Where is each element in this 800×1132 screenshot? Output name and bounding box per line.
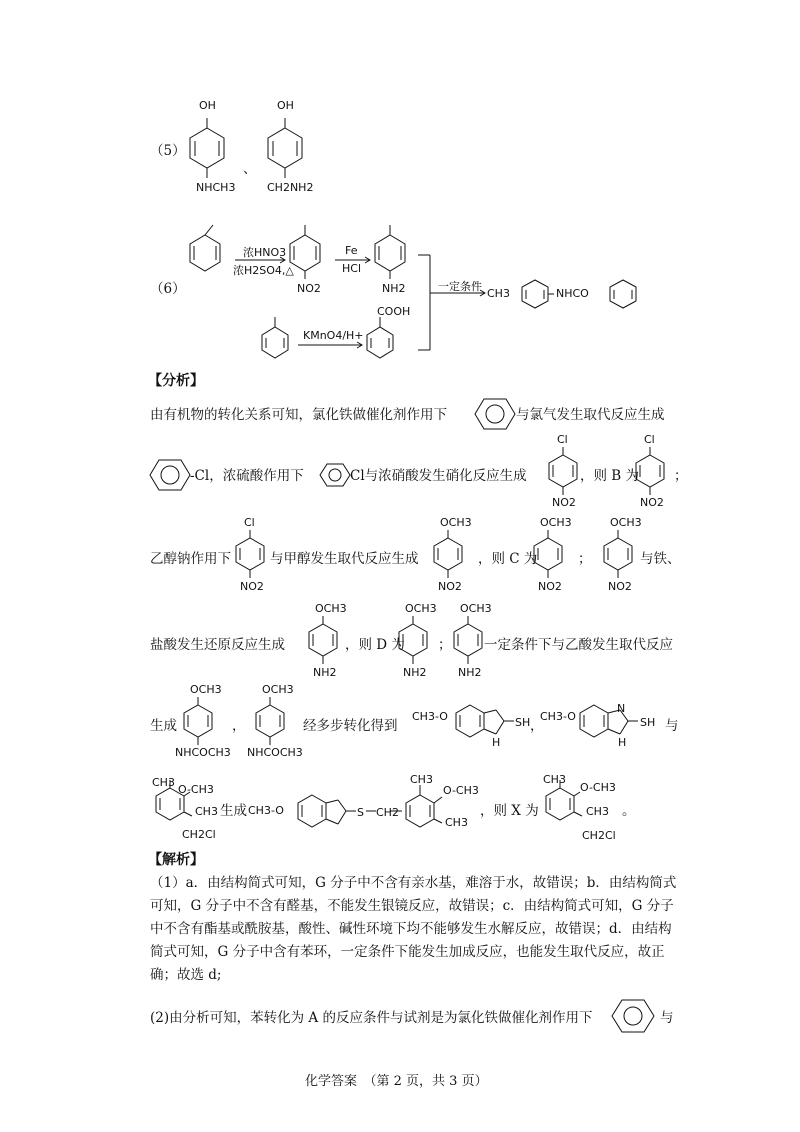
analysis-header: 【分析】 bbox=[148, 373, 204, 389]
analysis-line3d: ； bbox=[578, 551, 592, 567]
analysis-line6b: ，则 X 为 bbox=[480, 803, 539, 819]
analysis-line6a: 生成 bbox=[220, 803, 247, 819]
analysis-line5a: 生成 bbox=[150, 718, 177, 734]
ch3-label-p1b: CH3 bbox=[195, 805, 218, 818]
chlorobenzene-small bbox=[320, 462, 350, 488]
analysis-line2c: ，则 B 为 bbox=[580, 468, 640, 484]
och3-label-7: OCH3 bbox=[190, 683, 222, 696]
analysis-line3c: ，则 C 为 bbox=[478, 551, 538, 567]
jiexi-paragraph-2: (2)由分析可知，苯转化为 A 的反应条件与试剂是为氯化铁做催化剂作用下 bbox=[150, 1010, 593, 1026]
nh2-label-1: NH2 bbox=[313, 666, 337, 679]
ch3-label-x1: CH3 bbox=[543, 773, 566, 786]
page-footer: 化学答案 （第 2 页，共 3 页） bbox=[305, 1074, 488, 1089]
no2-label-4: NO2 bbox=[438, 580, 462, 593]
q5-separator: 、 bbox=[243, 161, 257, 177]
s-label: S bbox=[357, 806, 364, 819]
jiexi-paragraph-2-end: 与 bbox=[660, 1010, 674, 1026]
no2-label-2: NO2 bbox=[640, 496, 664, 509]
sh-label-2: SH bbox=[640, 716, 656, 729]
q6-cooh: COOH bbox=[377, 305, 411, 318]
q6-nitro-no2: NO2 bbox=[297, 282, 321, 295]
ch3-label-p2a: CH3 bbox=[410, 773, 433, 786]
q6-cond2-top: Fe bbox=[345, 244, 358, 257]
q6-cond1-bottom: 浓H2SO4,△ bbox=[233, 264, 294, 277]
no2-label-5: NO2 bbox=[538, 580, 562, 593]
analysis-line4a: 盐酸发生还原反应生成 bbox=[150, 637, 285, 653]
no2-label-6: NO2 bbox=[608, 580, 632, 593]
analysis-line2d: ； bbox=[674, 468, 688, 484]
analysis-line4c: ； bbox=[438, 637, 452, 653]
q6-cond1-top: 浓HNO3 bbox=[243, 246, 287, 259]
och3-label-1: OCH3 bbox=[440, 516, 472, 529]
cl-label-2: Cl bbox=[644, 433, 655, 446]
q6-scheme bbox=[180, 205, 680, 355]
q6-product-nhco: NHCO bbox=[556, 287, 589, 300]
q5-m1-bottom: NHCH3 bbox=[196, 181, 236, 194]
analysis-line4b: ，则 D 为 bbox=[345, 637, 405, 653]
och3-label-6: OCH3 bbox=[460, 602, 492, 615]
q5-m2-bottom: CH2NH2 bbox=[267, 181, 314, 194]
nhcoch3-label-1: NHCOCH3 bbox=[175, 746, 231, 759]
no2-label-3: NO2 bbox=[240, 580, 264, 593]
ch2cl-label-p1: CH2Cl bbox=[182, 828, 216, 841]
analysis-line2b: Cl与浓硝酸发生硝化反应生成 bbox=[350, 468, 527, 484]
cl-label-1: Cl bbox=[557, 433, 568, 446]
analysis-line6c: 。 bbox=[622, 803, 636, 819]
och3-label-4: OCH3 bbox=[315, 602, 347, 615]
q6-product-ch3: CH3 bbox=[487, 287, 510, 300]
n-label-2: N bbox=[617, 702, 626, 715]
nhcoch3-label-2: NHCOCH3 bbox=[247, 746, 303, 759]
ch3-label-x2: CH3 bbox=[586, 805, 609, 818]
q6-cond2-bottom: HCl bbox=[342, 262, 362, 275]
nh2-label-2: NH2 bbox=[403, 666, 427, 679]
och3-label-p1: O-CH3 bbox=[178, 783, 214, 796]
no2-label-1: NO2 bbox=[552, 496, 576, 509]
jiexi-header: 【解析】 bbox=[148, 852, 204, 868]
analysis-line5c: 经多步转化得到 bbox=[303, 718, 398, 734]
q6-cond3: KMnO4/H+ bbox=[303, 329, 364, 342]
q6-cond4: 一定条件 bbox=[438, 280, 482, 293]
q6-label: （6） bbox=[150, 281, 186, 297]
analysis-line2a: -Cl，浓硫酸作用下 bbox=[190, 468, 304, 484]
och3-label-5: OCH3 bbox=[405, 602, 437, 615]
och3-label-x: O-CH3 bbox=[580, 781, 616, 794]
nh-label-1: H bbox=[492, 736, 501, 749]
analysis-line5b: ， bbox=[232, 718, 246, 734]
ch3o-label-2: CH3-O bbox=[540, 710, 576, 723]
q5-m2-top: OH bbox=[277, 99, 294, 112]
analysis-line5d: ， bbox=[530, 718, 544, 734]
nh2-label-3: NH2 bbox=[458, 666, 482, 679]
och3-label-8: OCH3 bbox=[262, 683, 294, 696]
ch3o-label-1: CH3-O bbox=[412, 710, 448, 723]
cl-label-3: Cl bbox=[244, 516, 255, 529]
q5-label: （5） bbox=[150, 143, 186, 159]
analysis-line3b: 与甲醇发生取代反应生成 bbox=[270, 551, 419, 567]
ch2-label: CH2 bbox=[376, 806, 399, 819]
analysis-line3e: 与铁、 bbox=[640, 551, 681, 567]
nh-label-2: H bbox=[618, 736, 627, 749]
q6-toluidine-nh2: NH2 bbox=[382, 282, 406, 295]
och3-label-2: OCH3 bbox=[540, 516, 572, 529]
jiexi-paragraph-1: （1）a．由结构简式可知，G 分子中不含有亲水基，难溶于水，故错误；b．由结构简式可知，G 分子中不含有醛基，不能发生银镜反应，故错误；c．由结构简式可知，G 分子中不含有酯基或酰胺基，酸性、碱性环境下均不能够发生水解反应，故错误；d．由结构简式可知，G 分子中含有苯环，一定条件下能发生加成反应，也能发生取代反应，故正确；故选 d; bbox=[150, 875, 677, 983]
ch3-label-p1a: CH3 bbox=[152, 776, 175, 789]
analysis-line5e: 与 bbox=[665, 718, 679, 734]
analysis-line1a: 由有机物的转化关系可知，氯化铁做催化剂作用下 bbox=[150, 407, 447, 423]
sh-label-1: SH bbox=[515, 716, 531, 729]
analysis-line4d: 一定条件下与乙酸发生取代反应 bbox=[484, 637, 673, 653]
analysis-line3a: 乙醇钠作用下 bbox=[150, 551, 231, 567]
benzene-ring-2 bbox=[612, 998, 654, 1034]
analysis-line1b: 与氯气发生取代反应生成 bbox=[516, 407, 665, 423]
ch3o-label-3: CH3-O bbox=[248, 804, 284, 817]
benzene-ring bbox=[475, 397, 515, 431]
och3-label-p2: O-CH3 bbox=[443, 784, 479, 797]
q5-m1-top: OH bbox=[199, 99, 216, 112]
chlorobenzene-ring bbox=[150, 458, 190, 492]
ch3-label-p2b: CH3 bbox=[445, 816, 468, 829]
och3-label-3: OCH3 bbox=[610, 516, 642, 529]
ch2cl-label-x: CH2Cl bbox=[582, 829, 616, 842]
